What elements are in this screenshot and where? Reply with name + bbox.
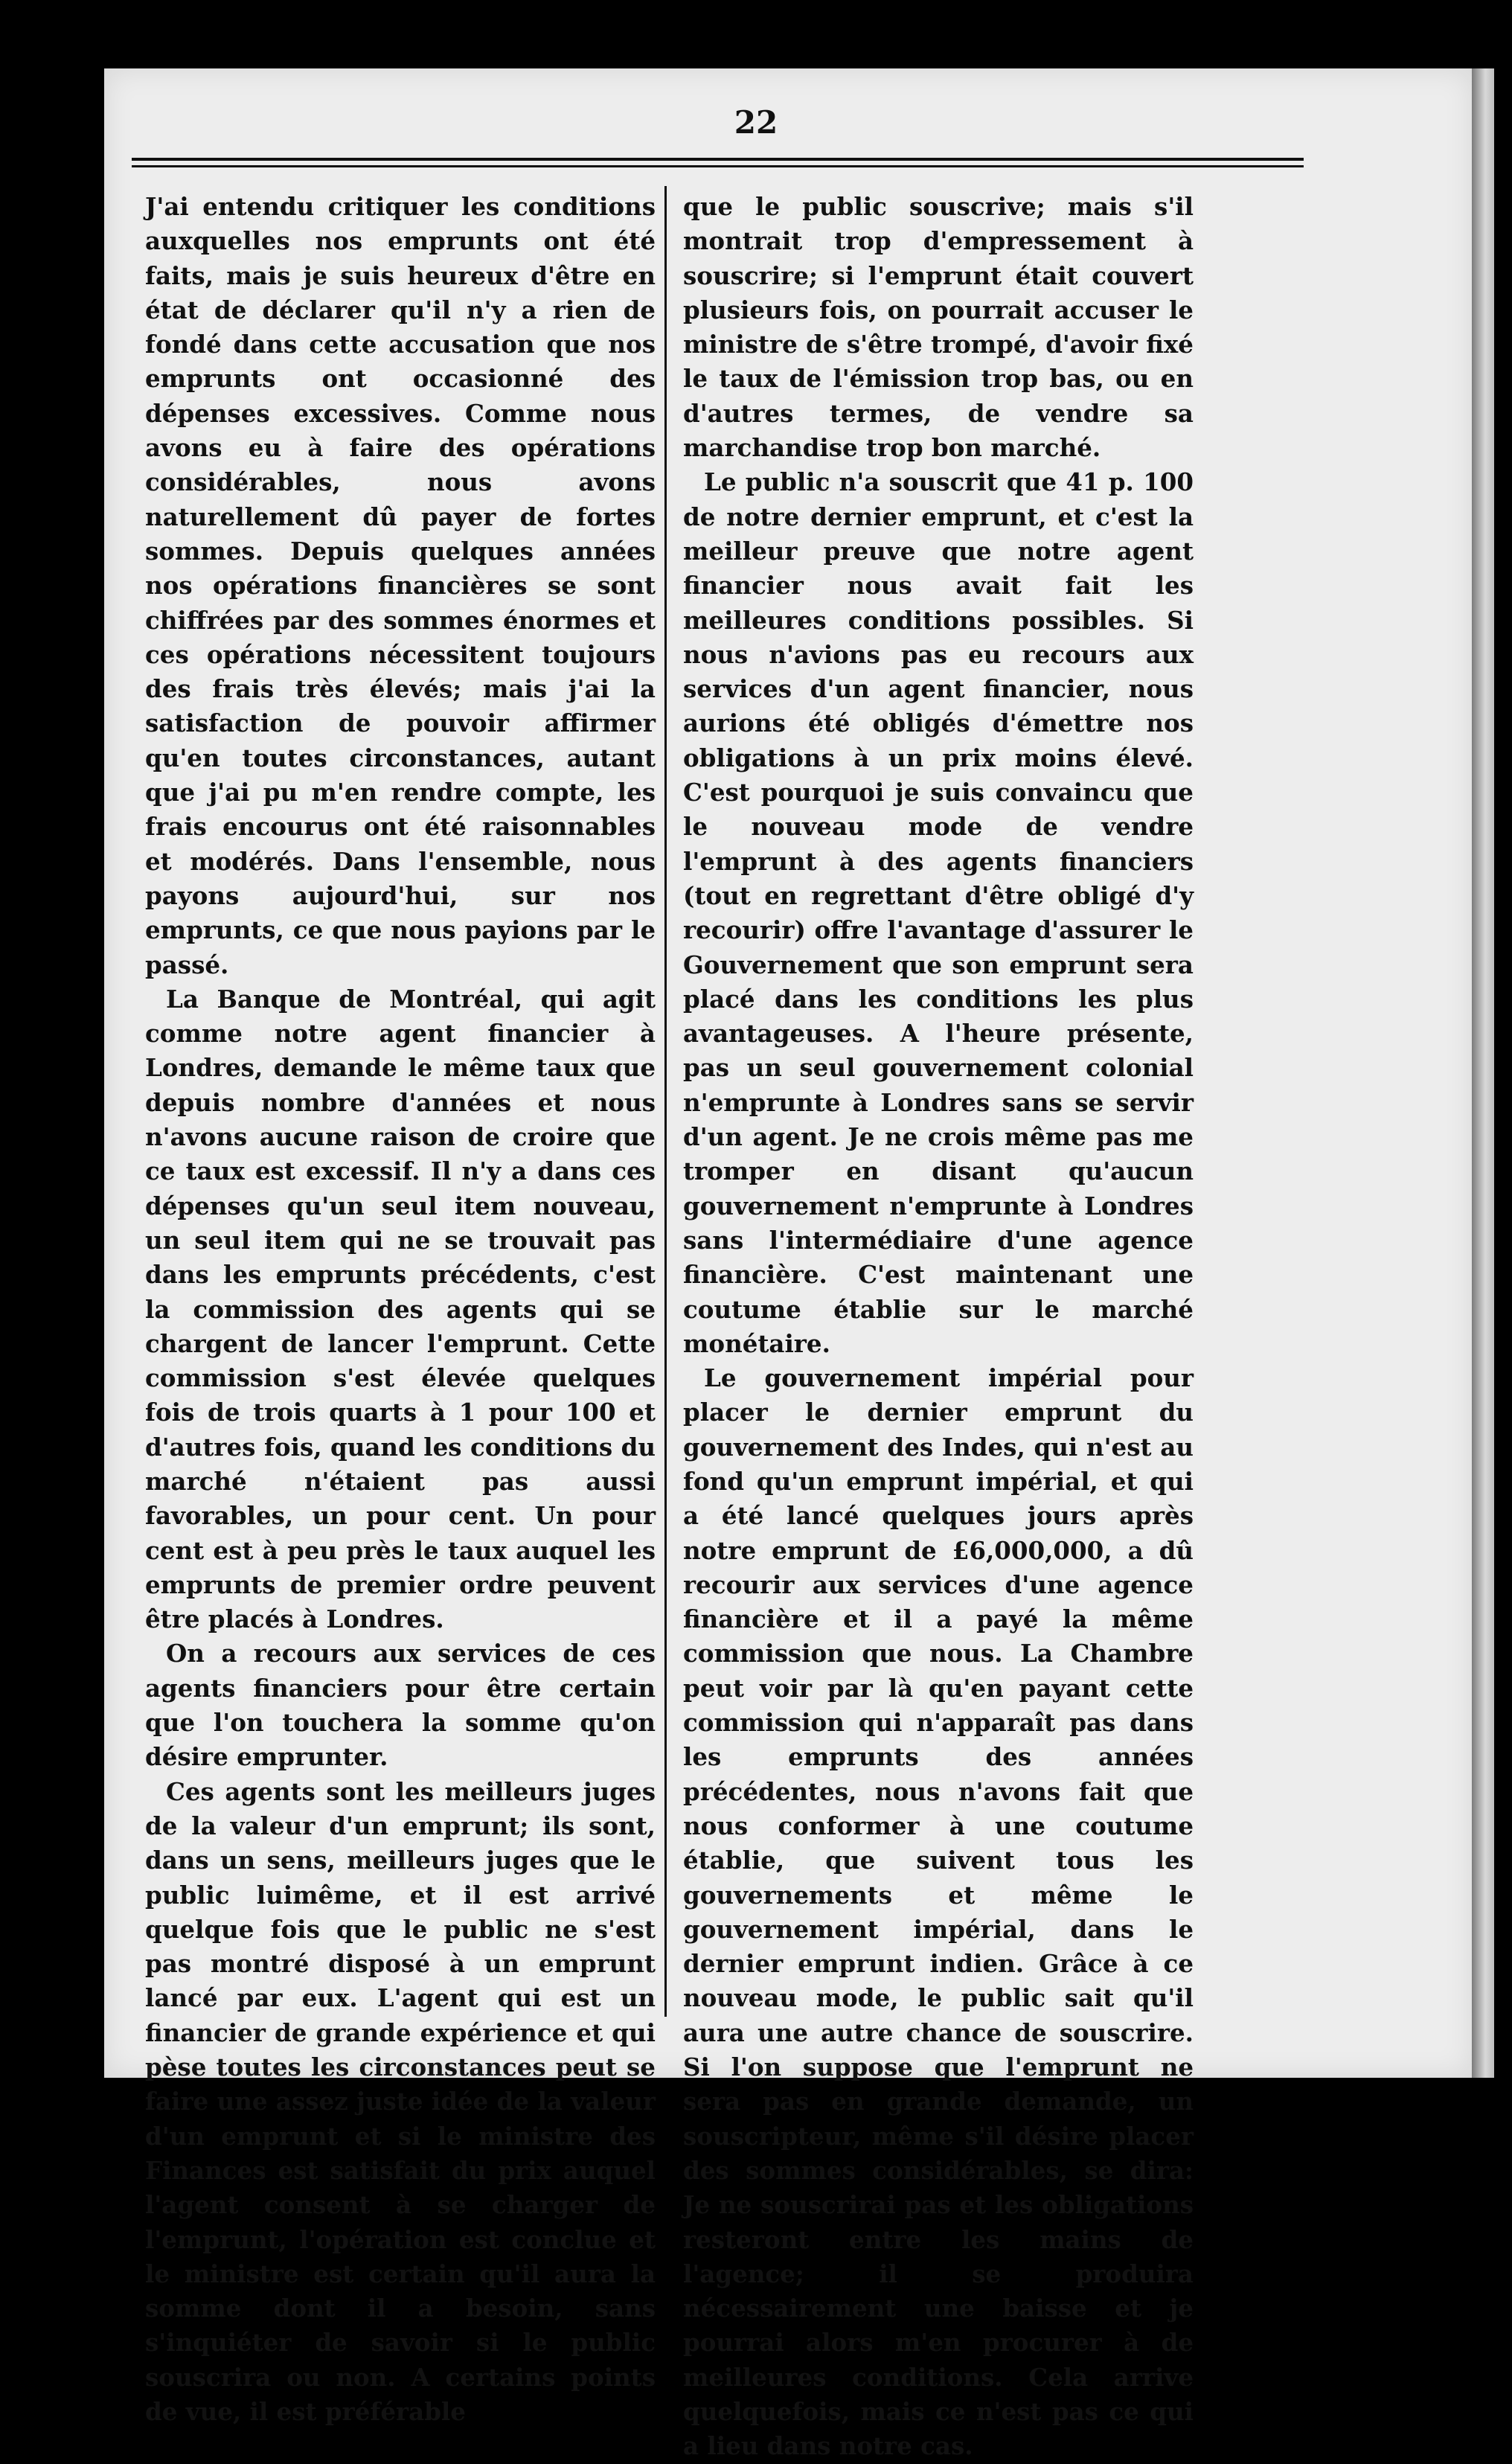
paragraph: On a recours aux services de ces agents financiers pour être certain que l'on touchera la somme qu'on désire emprunter. xyxy=(145,1639,656,1772)
left-column xyxy=(145,190,656,2429)
right-column xyxy=(683,190,1194,2464)
column-divider xyxy=(664,186,667,2017)
paragraph: Le public n'a souscrit que 41 p. 100 de notre dernier emprunt, et c'est la meilleur preuve que notre agent financier nous avait fait les meilleures conditions possibles. Si nous n'avions pas eu recours aux services d'un agent financier, nous aurions été obligés d'émettre nos obligations à un prix moins élevé. C'est pourquoi je suis convaincu que le nouveau mode de vendre l'emprunt à des agents financiers (tout en regrettant d'être obligé d'y recourir) offre l'avantage d'assurer le Gouvernement que son emprunt sera placé dans les conditions les plus avantageuses. A l'heure présente, pas un seul gouvernement colonial n'emprunte à Londres sans se servir d'un agent. Je ne crois même pas me tromper en disant qu'aucun gouvernement n'emprunte à Londres sans l'intermédiaire d'une agence financière. C'est maintenant une coutume établie sur le marché monétaire. xyxy=(683,467,1194,1358)
header-rule-top xyxy=(132,158,1304,161)
paragraph: J'ai entendu critiquer les conditions auxquelles nos emprunts ont été faits, mais je suis heureux d'être en état de déclarer qu'il n'y a rien de fondé dans cette accusation que nos emprunts ont occasionné des dépenses excessives. Comme nous avons eu à faire des opérations considérables, nous avons naturellement dû payer de fortes sommes. Depuis quelques années nos opérations financières se sont chiffrées par des sommes énormes et ces opérations nécessitent toujours des frais très élevés; mais j'ai la satisfaction de pouvoir affirmer qu'en toutes circonstances, autant que j'ai pu m'en rendre compte, les frais encourus ont été raisonnables et modérés. Dans l'ensemble, nous payons aujourd'hui, sur nos emprunts, ce que nous payions par le passé. xyxy=(145,192,656,979)
page-number: 22 xyxy=(734,104,778,141)
paragraph: La Banque de Montréal, qui agit comme notre agent financier à Londres, demande le même taux que depuis nombre d'années et nous n'avons aucune raison de croire que ce taux est excessif. Il n'y a dans ces dépenses qu'un seul item nouveau, un seul item qui ne se trouvait pas dans les emprunts précédents, c'est la commission des agents qui se chargent de lancer l'emprunt. Cette commission s'est élevée quelques fois de trois quarts à 1 pour 100 et d'autres fois, quand les conditions du marché n'étaient pas aussi favorables, un pour cent. Un pour cent est à peu près le taux auquel les emprunts de premier ordre peuvent être placés à Londres. xyxy=(145,984,656,1634)
paragraph: Le gouvernement impérial pour placer le dernier emprunt du gouvernement des Indes, qui n'est au fond qu'un emprunt impérial, et qui a été lancé quelques jours après notre emprunt de £6,000,000, a dû recourir aux services d'une agence financière et il a payé la même commission que nous. La Chambre peut voir par là qu'en payant cette commission qui n'apparaît pas dans les emprunts des années précédentes, nous n'avons fait que nous conformer à une coutume établie, que suivent tous les gouvernements et même le gouvernement impérial, dans le dernier emprunt indien. Grâce à ce nouveau mode, le public sait qu'il aura une autre chance de souscrire. Si l'on suppose que l'emprunt ne sera pas en grande demande, un souscripteur, même s'il désire placer des sommes considérables, se dira: Je ne souscrirai pas et les obligations resteront entre les mains de l'agence; il se produira nécessairement une baisse et je pourrai alors m'en procurer à de meilleures conditions. Cela arrive quelquefois, mais ce n'est pas ce qui a lieu dans notre cas. xyxy=(683,1363,1194,2461)
paragraph: que le public souscrive; mais s'il montrait trop d'empressement à souscrire; si l'emprunt était couvert plusieurs fois, on pourrait accuser le ministre de s'être trompé, d'avoir fixé le taux de l'émission trop bas, ou en d'autres termes, de vendre sa marchandise trop bon marché. xyxy=(683,192,1194,463)
next-page-edge xyxy=(1472,68,1494,2078)
paragraph: Ces agents sont les meilleurs juges de la valeur d'un emprunt; ils sont, dans un sens, meilleurs juges que le public luimême, et il est arrivé quelque fois que le public ne s'est pas montré disposé à un emprunt lancé par eux. L'agent qui est un financier de grande expérience et qui pèse toutes les circonstances peut se faire une assez juste idée de la valeur d'un emprunt et si le ministre des Finances est satisfait du prix auquel l'agent consent à se charger de l'emprunt, l'opération est conclue et le ministre est certain qu'il aura la somme dont il a besoin, sans s'inquiéter de savoir si le public souscrira ou non. A certains points de vue, il est préférable xyxy=(145,1776,656,2426)
header-rule-bottom xyxy=(132,165,1304,167)
